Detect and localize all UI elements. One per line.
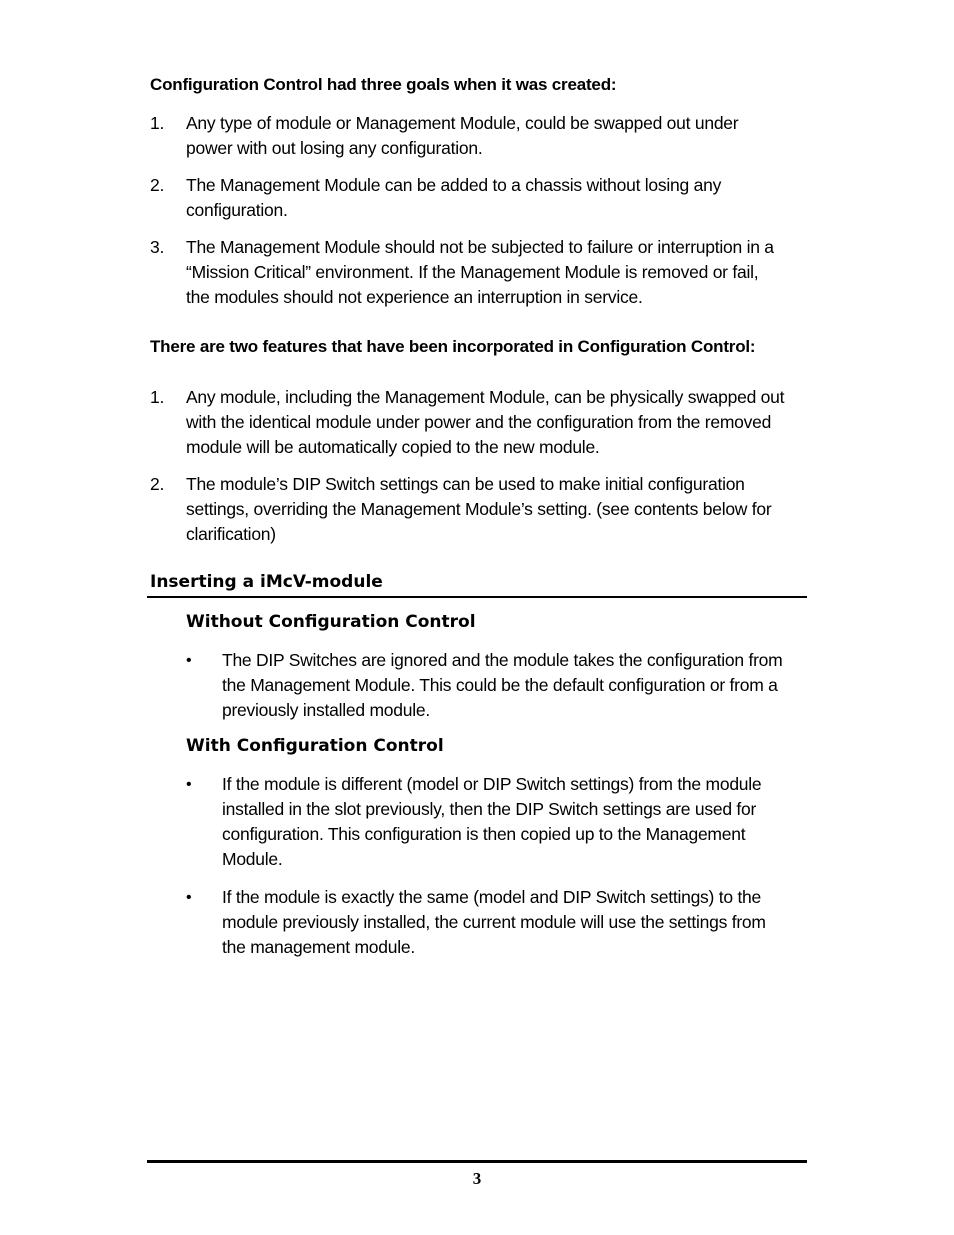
goals-heading: Configuration Control had three goals when it was created: (150, 75, 617, 94)
without-config-heading: Without Configuration Control (186, 612, 476, 632)
text-line: Any module, including the Management Module, can be physically swapped out (186, 387, 785, 407)
text-line: Module. (222, 849, 283, 869)
text-line: module previously installed, the current module will use the settings from (222, 912, 766, 932)
bullet-marker: • (186, 652, 192, 669)
text-line: If the module is exactly the same (model and DIP Switch settings) to the (222, 887, 762, 907)
text-line: The module’s DIP Switch settings can be used to make initial configuration (186, 474, 745, 494)
bullet-marker: • (186, 889, 192, 906)
text-line: configuration. This configuration is then copied up to the Management (222, 824, 746, 844)
text-line: The DIP Switches are ignored and the module takes the configuration from (222, 650, 783, 670)
text-line: If the module is different (model or DIP Switch settings) from the module (222, 774, 762, 794)
list-marker: 2. (150, 175, 165, 195)
page-number: 3 (472, 1169, 482, 1188)
list-item-text (186, 385, 806, 460)
text-line: the modules should not experience an interruption in service. (186, 287, 643, 307)
text-line: the Management Module. This could be the default configuration or from a (222, 675, 778, 695)
text-line: The Management Module should not be subjected to failure or interruption in a (186, 237, 774, 257)
list-item-text (186, 235, 806, 310)
inserting-heading: Inserting a iMcV-module (150, 572, 383, 592)
bullet-text (222, 885, 812, 960)
text-line: the management module. (222, 937, 415, 957)
text-line: clarification) (186, 524, 276, 544)
bullet-text (222, 772, 812, 872)
features-heading: There are two features that have been incorporated in Configuration Control: (150, 337, 756, 356)
text-line: configuration. (186, 200, 288, 220)
text-line: “Mission Critical” environment. If the Management Module is removed or fail, (186, 262, 759, 282)
list-marker: 1. (150, 113, 165, 133)
text-line: installed in the slot previously, then the DIP Switch settings are used for (222, 799, 757, 819)
footer-divider (147, 1160, 807, 1163)
list-marker: 2. (150, 474, 165, 494)
text-line: Any type of module or Management Module, could be swapped out under (186, 113, 739, 133)
text-line: The Management Module can be added to a chassis without losing any (186, 175, 722, 195)
text-line: with the identical module under power and the configuration from the removed (186, 412, 772, 432)
bullet-marker: • (186, 776, 192, 793)
list-item-text (186, 472, 806, 547)
bullet-text (222, 648, 812, 723)
text-line: power with out losing any configuration. (186, 138, 483, 158)
section-divider (147, 596, 807, 598)
text-line: module will be automatically copied to the new module. (186, 437, 600, 457)
text-line: settings, overriding the Management Module’s setting. (see contents below for (186, 499, 772, 519)
list-marker: 1. (150, 387, 165, 407)
list-marker: 3. (150, 237, 165, 257)
with-config-heading: With Configuration Control (186, 736, 444, 756)
list-item-text (186, 111, 806, 161)
list-item-text (186, 173, 806, 223)
text-line: previously installed module. (222, 700, 430, 720)
